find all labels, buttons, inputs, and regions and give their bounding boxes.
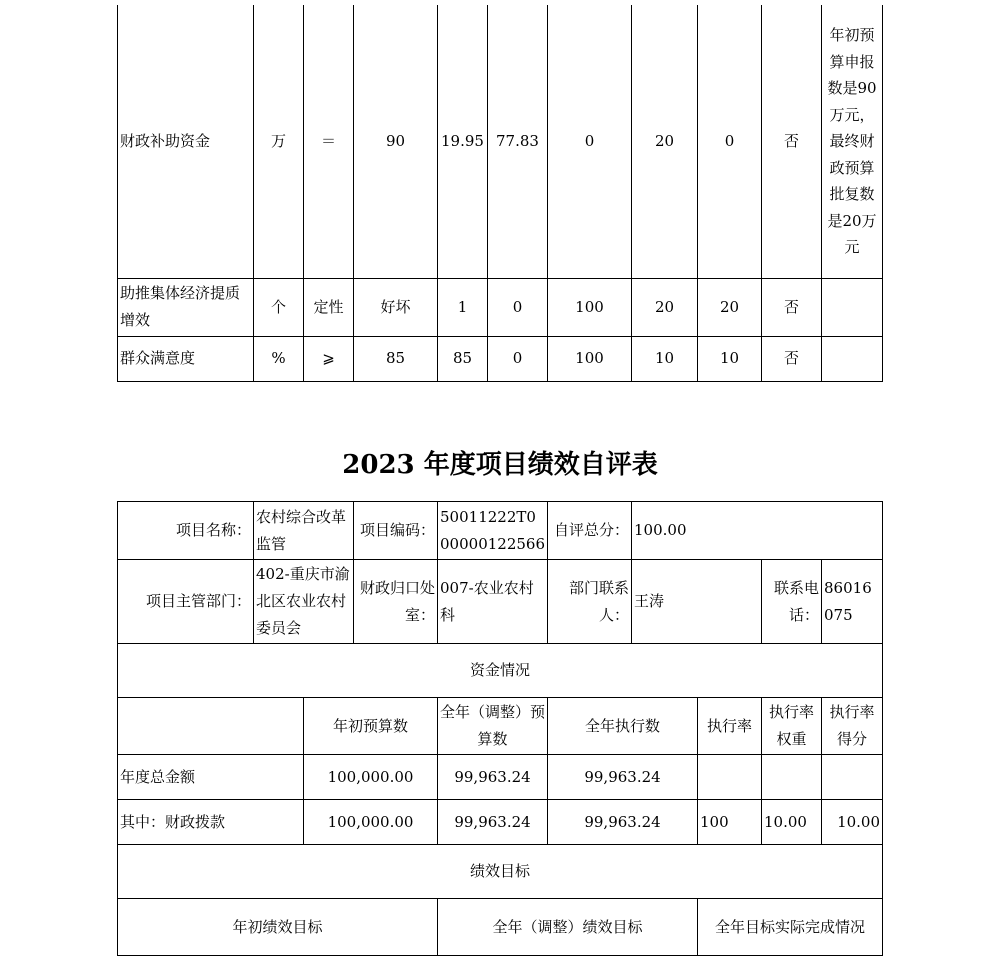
indicator-achieved: 否 (762, 336, 822, 381)
goals-col-header: 全年（调整）绩效目标 (438, 899, 698, 956)
funds-col-header: 执行率得分 (822, 698, 883, 755)
funds-executed: 99,963.24 (548, 800, 698, 845)
indicator-unit: % (254, 336, 304, 381)
funds-col-header: 执行率权重 (762, 698, 822, 755)
funds-col-header: 全年（调整）预算数 (438, 698, 548, 755)
funds-col-header: 执行率 (698, 698, 762, 755)
funds-weight: 10.00 (762, 800, 822, 845)
table-row (118, 899, 883, 956)
table-row (118, 698, 883, 755)
indicator-score: 0 (698, 5, 762, 278)
funds-adjusted: 99,963.24 (438, 755, 548, 800)
office-value: 007-农业农村科 (438, 560, 548, 644)
page-title: 2023 年度项目绩效自评表 (342, 450, 658, 480)
indicator-name: 助推集体经济提质增效 (118, 278, 254, 336)
funds-section-header: 资金情况 (118, 644, 883, 698)
indicator-deduct: 100 (548, 336, 632, 381)
dept-value: 402-重庆市渝北区农业农村委员会 (254, 560, 354, 644)
indicator-unit: 万 (254, 5, 304, 278)
funds-rate (698, 755, 762, 800)
indicator-note (822, 336, 883, 381)
indicator-weight: 20 (632, 278, 698, 336)
contact-label: 部门联系人： (548, 560, 632, 644)
indicator-operator: ⩾ (304, 336, 354, 381)
funds-score (822, 755, 883, 800)
table-row (118, 755, 883, 800)
indicator-deviation: 77.83 (488, 5, 548, 278)
funds-rate: 100 (698, 800, 762, 845)
indicator-name: 财政补助资金 (118, 5, 254, 278)
funds-weight (762, 755, 822, 800)
indicator-score: 10 (698, 336, 762, 381)
indicator-name: 群众满意度 (118, 336, 254, 381)
indicator-deviation: 0 (488, 336, 548, 381)
project-name-label: 项目名称： (118, 502, 254, 560)
self-score-value: 100.00 (632, 502, 883, 560)
table-row (118, 560, 883, 644)
indicator-weight: 20 (632, 5, 698, 278)
goals-col-header: 年初绩效目标 (118, 899, 438, 956)
indicator-target: 好坏 (354, 278, 438, 336)
funds-row-label: 年度总金额 (118, 755, 304, 800)
funds-adjusted: 99,963.24 (438, 800, 548, 845)
indicator-operator: 定性 (304, 278, 354, 336)
indicator-table (117, 5, 883, 382)
table-row (118, 502, 883, 560)
indicator-note (822, 278, 883, 336)
indicator-deduct: 100 (548, 278, 632, 336)
funds-executed: 99,963.24 (548, 755, 698, 800)
indicator-actual: 19.95 (438, 5, 488, 278)
indicator-deduct: 0 (548, 5, 632, 278)
indicator-target: 85 (354, 336, 438, 381)
indicator-unit: 个 (254, 278, 304, 336)
funds-initial: 100,000.00 (304, 755, 438, 800)
project-name-value: 农村综合改革监管 (254, 502, 354, 560)
indicator-actual: 1 (438, 278, 488, 336)
phone-label: 联系电话： (762, 560, 822, 644)
table-row (118, 5, 883, 278)
table-row (118, 845, 883, 899)
indicator-operator: ＝ (304, 5, 354, 278)
dept-label: 项目主管部门： (118, 560, 254, 644)
indicator-weight: 10 (632, 336, 698, 381)
goals-col-header: 全年目标实际完成情况 (698, 899, 883, 956)
indicator-achieved: 否 (762, 5, 822, 278)
project-code-label: 项目编码： (354, 502, 438, 560)
indicator-target: 90 (354, 5, 438, 278)
funds-score: 10.00 (822, 800, 883, 845)
goals-section-header: 绩效目标 (118, 845, 883, 899)
contact-value: 王涛 (632, 560, 762, 644)
indicator-achieved: 否 (762, 278, 822, 336)
table-row (118, 644, 883, 698)
office-label: 财政归口处室： (354, 560, 438, 644)
indicator-deviation: 0 (488, 278, 548, 336)
table-row (118, 278, 883, 336)
indicator-actual: 85 (438, 336, 488, 381)
funds-row-label: 其中：财政拨款 (118, 800, 304, 845)
self-score-label: 自评总分： (548, 502, 632, 560)
phone-value: 86016075 (822, 560, 883, 644)
table-row (118, 336, 883, 381)
funds-col-header: 全年执行数 (548, 698, 698, 755)
table-row (118, 800, 883, 845)
indicator-note: 年初预算申报数是90万元，最终财政预算批复数是20万元 (822, 5, 883, 278)
indicator-score: 20 (698, 278, 762, 336)
funds-initial: 100,000.00 (304, 800, 438, 845)
funds-corner-cell (118, 698, 304, 755)
project-code-value: 50011222T000000122566 (438, 502, 548, 560)
funds-col-header: 年初预算数 (304, 698, 438, 755)
evaluation-table (117, 501, 883, 956)
